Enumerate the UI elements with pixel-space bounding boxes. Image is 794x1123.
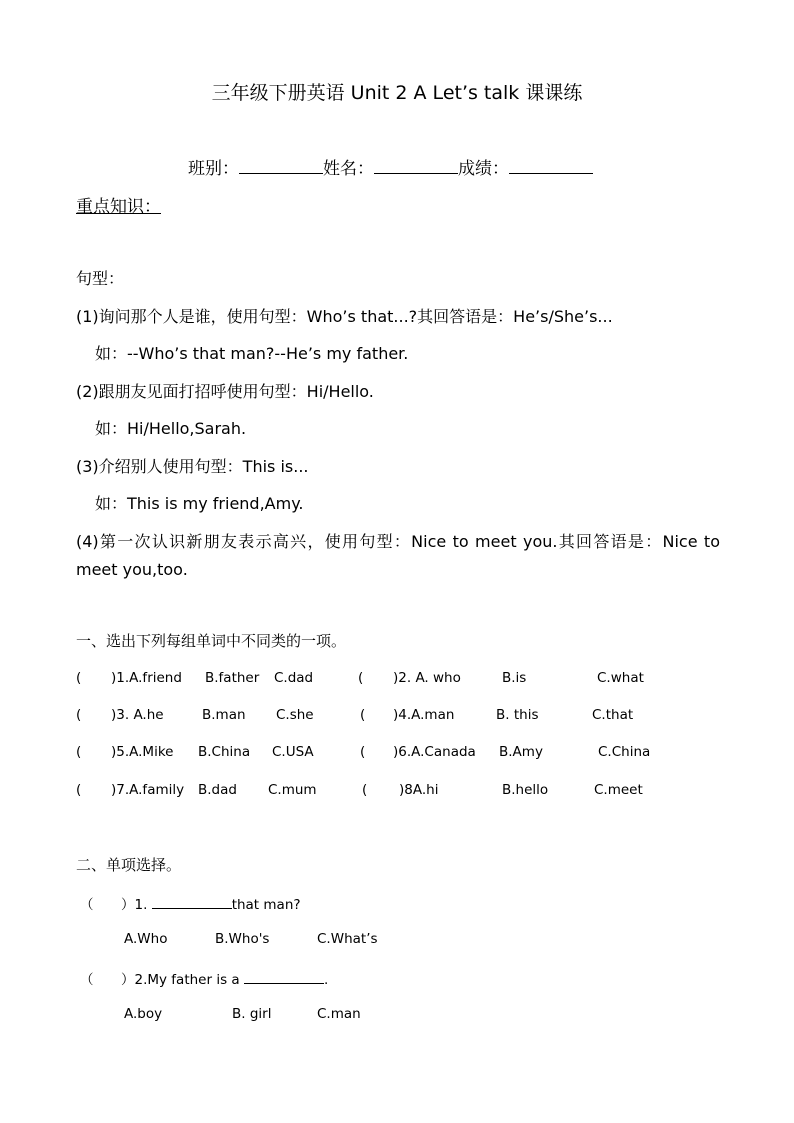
s2-q1-paren: （ [80, 897, 94, 913]
s1-q1-a: )1.A.friend [111, 670, 182, 686]
s1-q2-c: C.what [597, 670, 644, 686]
s1-q6-a: )6.A.Canada [393, 744, 476, 760]
s1-q2-paren: ( [358, 670, 364, 686]
s1-q7-c: C.mum [268, 782, 317, 798]
point-2-example: 如：Hi/Hello,Sarah. [95, 419, 247, 438]
s1-q4-c: C.that [592, 707, 634, 723]
s2-q2-number: ）2.My father is a [121, 972, 240, 988]
sentence-heading: 句型： [76, 269, 125, 288]
s2-q1-number: ）1. [121, 897, 148, 913]
s1-q4-b: B. this [496, 707, 539, 723]
s1-q3-b: B.man [202, 707, 246, 723]
s1-q4-a: )4.A.man [393, 707, 455, 723]
student-info-line [188, 154, 593, 179]
s2-q1-rest: that man? [231, 897, 301, 913]
s2-q2-rest: . [323, 972, 329, 988]
s1-q3-a: )3. A.he [111, 707, 164, 723]
s1-q1-c: C.dad [274, 670, 314, 686]
s1-q5-a: )5.A.Mike [111, 744, 174, 760]
s1-q1-paren: ( [76, 670, 82, 686]
class-label: 班别： [188, 159, 239, 179]
name-label: 姓名： [323, 159, 374, 179]
s1-q2-b: B.is [502, 670, 527, 686]
s1-q2-a: )2. A. who [393, 670, 461, 686]
point-3-example: 如：This is my friend,Amy. [95, 494, 304, 513]
s2-q2-stem [121, 968, 328, 988]
s2-q1-option-b: B.Who's [215, 931, 270, 947]
s2-q2-option-a: A.boy [124, 1006, 163, 1022]
point-4: (4)第一次认识新朋友表示高兴，使用句型：Nice to meet you.其回答语是：Nice to meet you,too. [76, 532, 720, 579]
point-2: (2)跟朋友见面打招呼使用句型：Hi/Hello. [76, 382, 374, 401]
s1-q7-paren: ( [76, 782, 82, 798]
score-label: 成绩： [458, 159, 509, 179]
s1-q5-b: B.China [198, 744, 251, 760]
s2-q1-stem [121, 893, 301, 913]
s1-q3-paren: ( [76, 707, 82, 723]
s2-q2-option-c: C.man [317, 1006, 361, 1022]
s1-q7-a: )7.A.family [111, 782, 185, 798]
s1-q7-b: B.dad [198, 782, 237, 798]
s1-q8-c: C.meet [594, 782, 643, 798]
section2-heading: 二、单项选择。 [76, 856, 182, 874]
key-points-heading: 重点知识： [76, 197, 161, 217]
name-blank[interactable] [374, 159, 458, 174]
s1-q6-paren: ( [360, 744, 366, 760]
s1-q1-b: B.father [205, 670, 260, 686]
s2-q2-paren: （ [80, 972, 94, 988]
s1-q6-b: B.Amy [499, 744, 543, 760]
s1-q5-c: C.USA [272, 744, 314, 760]
point-1: (1)询问那个人是谁，使用句型：Who’s that...?其回答语是：He’s/She’s... [76, 307, 613, 326]
point-3: (3)介绍别人使用句型：This is... [76, 457, 309, 476]
class-blank[interactable] [239, 159, 323, 174]
s1-q6-c: C.China [598, 744, 651, 760]
point-1-example: 如：--Who’s that man?--He’s my father. [95, 344, 409, 363]
page-title: 三年级下册英语 Unit 2 A Let’s talk 课课练 [211, 82, 583, 104]
s2-q2-blank[interactable] [244, 971, 324, 984]
s2-q1-option-c: C.What’s [317, 931, 378, 947]
s1-q4-paren: ( [360, 707, 366, 723]
score-blank[interactable] [509, 159, 593, 174]
s2-q2-option-b: B. girl [232, 1006, 272, 1022]
section1-heading: 一、选出下列每组单词中不同类的一项。 [76, 632, 347, 650]
s1-q8-b: B.hello [502, 782, 549, 798]
s1-q8-a: )8A.hi [399, 782, 439, 798]
s1-q8-paren: ( [362, 782, 368, 798]
s1-q5-paren: ( [76, 744, 82, 760]
s2-q1-blank[interactable] [152, 896, 232, 909]
s1-q3-c: C.she [276, 707, 314, 723]
s2-q1-option-a: A.Who [124, 931, 168, 947]
